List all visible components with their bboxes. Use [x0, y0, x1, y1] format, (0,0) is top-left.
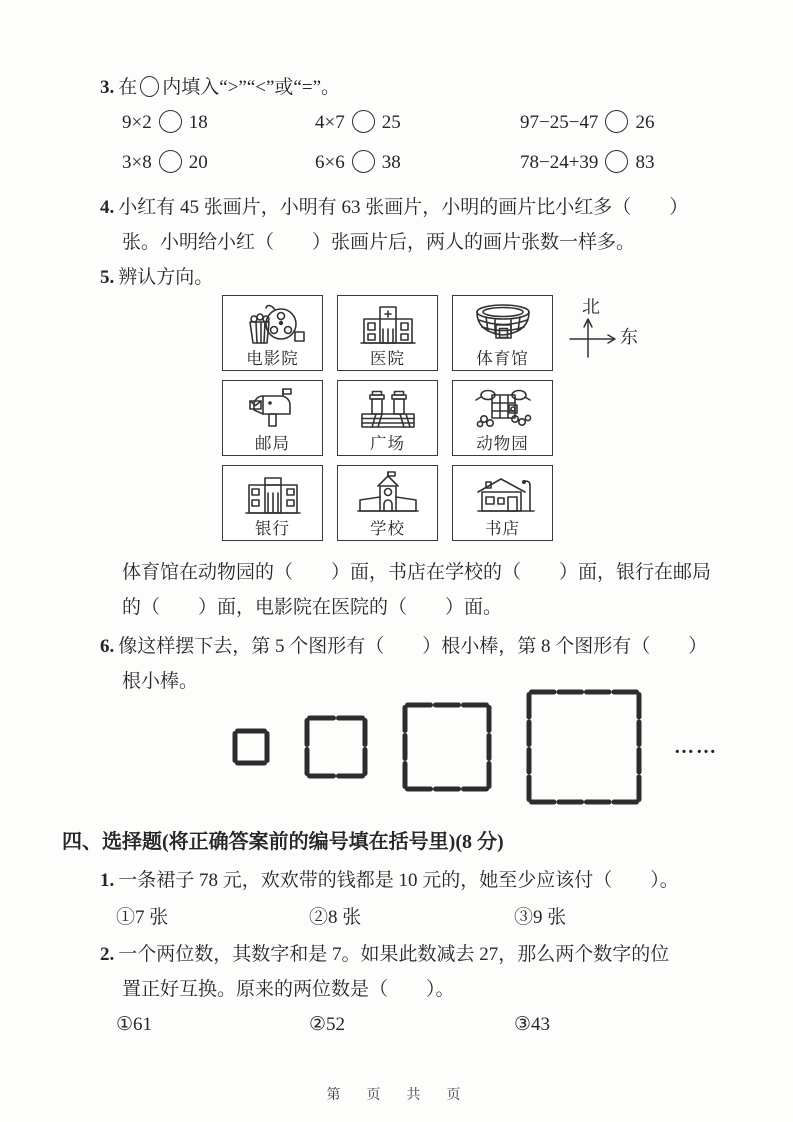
answer-circle[interactable] — [605, 150, 628, 173]
ellipsis-dots: …… — [674, 735, 718, 758]
expression-right: 26 — [635, 112, 655, 133]
question-5-line1: 体育馆在动物园的（ ）面，书店在学校的（ ）面，银行在邮局 — [122, 562, 712, 583]
stick-squares-figure — [230, 685, 737, 809]
question-6-line1 — [100, 629, 737, 664]
question-number: 2. — [100, 944, 115, 965]
expression-left: 3×8 — [122, 152, 152, 173]
choice-1-options — [116, 898, 737, 933]
option-1[interactable]: ①7 张 — [116, 907, 169, 928]
building-cell-bookstore — [452, 465, 553, 541]
comparison-item — [520, 110, 654, 134]
building-label: 医院 — [370, 348, 405, 368]
building-cell-zoo — [452, 380, 553, 456]
cinema-icon — [237, 301, 309, 347]
expression-right: 18 — [188, 112, 208, 133]
building-label: 动物园 — [476, 433, 529, 453]
question-number: 1. — [100, 870, 115, 891]
choice-2-line1 — [100, 937, 737, 972]
expression-left: 4×7 — [315, 112, 345, 133]
answer-circle[interactable] — [352, 110, 375, 133]
question-6-line2: 根小棒。 — [122, 671, 199, 692]
choice-2-line2: 置正好互换。原来的两位数是（ ）。 — [122, 979, 455, 1000]
question-number: 4. — [100, 197, 115, 218]
expression-left: 78−24+39 — [520, 152, 599, 173]
hospital-icon — [352, 301, 424, 347]
choice-2-options — [116, 1007, 737, 1042]
question-text: 一个两位数，其数字和是 7。如果此数减去 27，那么两个数字的位 — [118, 944, 670, 965]
answer-circle[interactable] — [605, 110, 628, 133]
zoo-icon — [467, 386, 539, 432]
school-icon — [352, 471, 424, 517]
question-4-line2: 张。小明给小红（ ）张画片后，两人的画片张数一样多。 — [122, 232, 636, 253]
expression-right: 38 — [381, 152, 401, 173]
expression-right: 20 — [188, 152, 208, 173]
choice-question-2 — [100, 937, 737, 1042]
blank-circle-icon — [140, 76, 159, 97]
building-cell-school — [337, 465, 438, 541]
expression-right: 25 — [381, 112, 401, 133]
building-cell-stadium — [452, 295, 553, 371]
building-map — [222, 295, 638, 541]
comparison-item — [315, 110, 520, 134]
comparison-row-1 — [122, 102, 737, 142]
question-5-title — [100, 260, 737, 295]
question-3-prompt-suffix: 内填入“>”“<”或“=”。 — [162, 77, 341, 98]
bank-icon — [237, 471, 309, 517]
question-text: 辨认方向。 — [118, 267, 214, 288]
choice-1-text — [100, 863, 737, 898]
building-label: 电影院 — [246, 348, 299, 368]
answer-circle[interactable] — [352, 150, 375, 173]
compass-north-label: 北 — [582, 297, 600, 317]
building-cell-cinema — [222, 295, 323, 371]
expression-left: 6×6 — [315, 152, 345, 173]
question-4 — [100, 190, 737, 260]
comparison-item — [122, 110, 315, 134]
building-cell-plaza — [337, 380, 438, 456]
comparison-item — [122, 150, 315, 174]
question-4-line1 — [100, 190, 737, 225]
question-5-line2: 的（ ）面，电影院在医院的（ ）面。 — [122, 597, 503, 618]
question-text: 一条裙子 78 元，欢欢带的钱都是 10 元的，她至少应该付（ ）。 — [118, 870, 679, 891]
building-label: 体育馆 — [476, 348, 529, 368]
building-cell-post-office — [222, 380, 323, 456]
choice-question-1 — [100, 863, 737, 933]
question-6 — [100, 629, 737, 809]
comparison-item — [520, 150, 654, 174]
building-label: 学校 — [370, 518, 405, 538]
comparison-item — [315, 150, 520, 174]
bookstore-icon — [467, 471, 539, 517]
building-cell-hospital — [337, 295, 438, 371]
question-text: 小红有 45 张画片，小明有 63 张画片，小明的画片比小红多（ ） — [118, 197, 689, 218]
question-3-prompt-prefix: 在 — [118, 77, 138, 98]
post-office-icon — [237, 386, 309, 432]
option-1[interactable]: ①61 — [116, 1014, 153, 1035]
question-3 — [100, 74, 737, 182]
section-4 — [62, 827, 737, 1042]
option-2[interactable]: ②8 张 — [309, 907, 362, 928]
building-label: 广场 — [370, 433, 405, 453]
expression-left: 97−25−47 — [520, 112, 599, 133]
option-3[interactable]: ③9 张 — [514, 907, 567, 928]
building-label: 银行 — [255, 518, 290, 538]
question-text: 像这样摆下去，第 5 个图形有（ ）根小棒，第 8 个图形有（ ） — [118, 636, 708, 657]
expression-left: 9×2 — [122, 112, 152, 133]
section-4-title: 四、选择题(将正确答案前的编号填在括号里)(8 分) — [62, 831, 504, 853]
question-number: 6. — [100, 636, 115, 657]
building-cell-bank — [222, 465, 323, 541]
plaza-icon — [352, 386, 424, 432]
stadium-icon — [467, 301, 539, 347]
option-2[interactable]: ②52 — [309, 1014, 346, 1035]
question-3-title — [100, 74, 737, 102]
question-number: 5. — [100, 267, 115, 288]
comparison-row-2 — [122, 142, 737, 182]
question-number: 3. — [100, 77, 115, 98]
building-label: 邮局 — [255, 433, 290, 453]
answer-circle[interactable] — [159, 110, 182, 133]
building-label: 书店 — [485, 518, 520, 538]
stick-squares — [230, 687, 644, 807]
answer-circle[interactable] — [159, 150, 182, 173]
page-footer: 第 页 共 页 — [326, 1086, 467, 1102]
option-3[interactable]: ③43 — [514, 1014, 551, 1035]
building-grid — [222, 295, 553, 541]
question-5 — [100, 260, 737, 625]
compass-cross-icon — [564, 313, 620, 359]
expression-right: 83 — [635, 152, 655, 173]
compass-east-label: 东 — [620, 327, 638, 347]
compass — [560, 297, 650, 373]
